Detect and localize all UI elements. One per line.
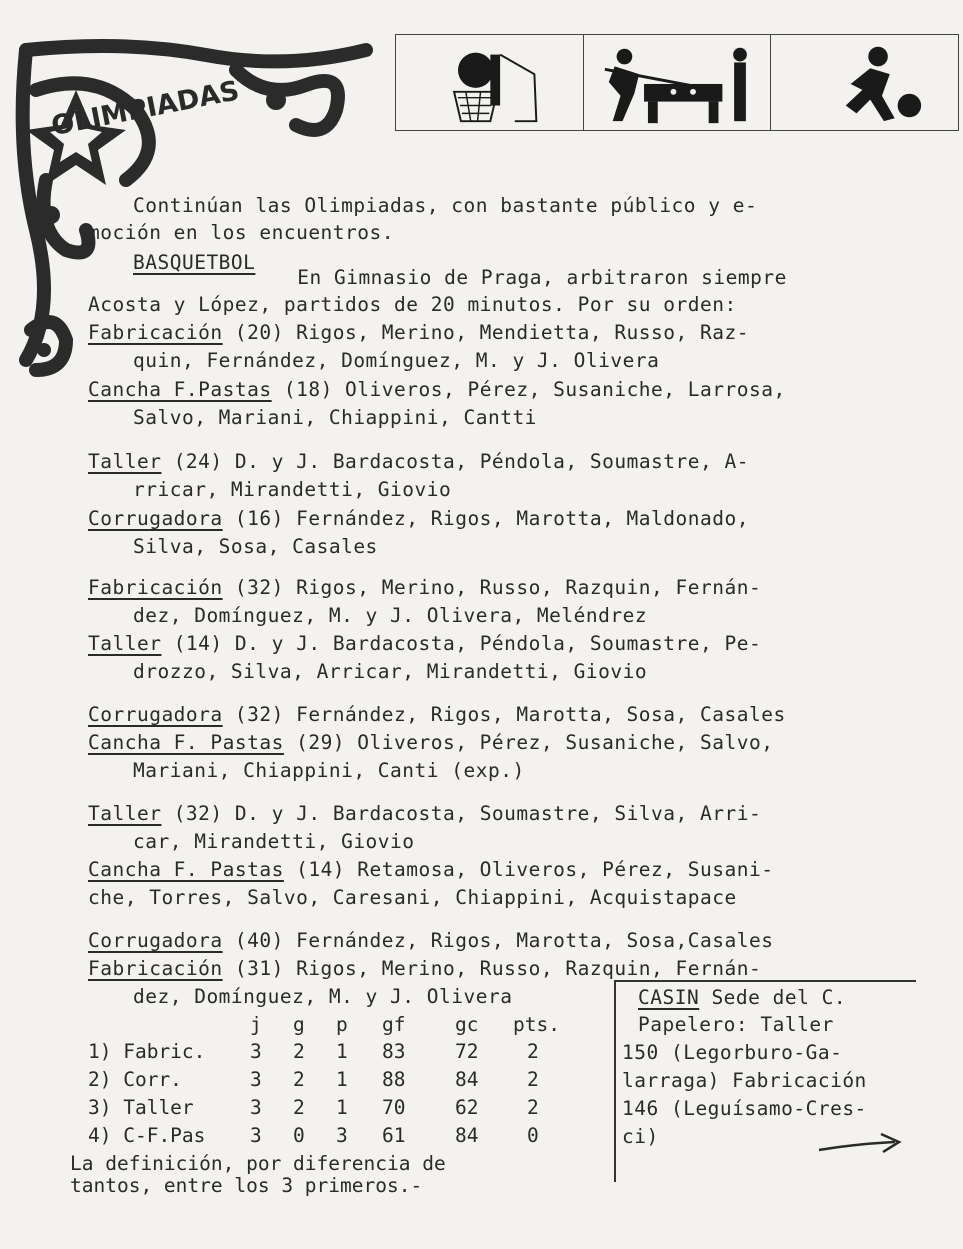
intro-line-2: moción en los encuentros. <box>88 221 394 244</box>
match-details: (16) Fernández, Rigos, Marotta, Maldonado, <box>222 507 749 530</box>
cell-j: 3 <box>250 1068 262 1091</box>
match-cont: rricar, Mirandetti, Giovio <box>133 478 452 501</box>
match-line <box>88 450 749 474</box>
section-line <box>133 251 255 275</box>
cell-pts: 2 <box>527 1068 539 1091</box>
cell-gf: 70 <box>382 1096 406 1119</box>
match-details: (24) D. y J. Bardacosta, Péndola, Soumastre, A- <box>161 450 749 473</box>
row-position: 1) Fabric. <box>88 1040 206 1063</box>
cell-j: 3 <box>250 1040 262 1063</box>
cell-gc: 72 <box>455 1040 479 1063</box>
casin-line-3: 150 (Legorburo-Ga- <box>622 1041 843 1064</box>
cell-gc: 84 <box>455 1068 479 1091</box>
match-cont: dez, Domínguez, M. y J. Olivera, Meléndrez <box>133 604 648 627</box>
match-team: Cancha F. Pastas <box>88 731 284 754</box>
cell-pts: 0 <box>527 1124 539 1147</box>
match-line <box>88 703 786 727</box>
billiards-cell <box>584 35 772 130</box>
standings-note-2: tantos, entre los 3 primeros.- <box>70 1174 423 1197</box>
sports-icons-box <box>395 34 959 131</box>
col-header: gc <box>455 1013 479 1036</box>
section-title: BASQUETBOL <box>133 251 256 274</box>
basketball-cell <box>396 35 584 130</box>
cell-g: 2 <box>293 1096 305 1119</box>
match-team: Corrugadora <box>88 929 223 952</box>
basketball-hoop-icon <box>396 35 583 130</box>
cell-p: 1 <box>336 1096 348 1119</box>
match-cont: Salvo, Mariani, Chiappini, Cantti <box>133 406 537 429</box>
match-line <box>88 858 773 882</box>
cell-gf: 88 <box>382 1068 406 1091</box>
standings-note-1: La definición, por diferencia de <box>70 1152 446 1175</box>
match-line <box>88 321 749 345</box>
cell-p: 1 <box>336 1068 348 1091</box>
match-details: (32) D. y J. Bardacosta, Soumastre, Silva, Arri- <box>161 802 762 825</box>
match-cont: drozzo, Silva, Arricar, Mirandetti, Giovio <box>133 660 648 683</box>
casin-text: Sede del C. <box>699 986 847 1009</box>
row-position: 2) Corr. <box>88 1068 182 1091</box>
casin-line-1 <box>638 986 846 1010</box>
match-team: Taller <box>88 632 162 655</box>
match-cont: Silva, Sosa, Casales <box>133 535 378 558</box>
col-header: pts. <box>513 1013 560 1036</box>
match-team: Fabricación <box>88 957 223 980</box>
match-cont: Mariani, Chiappini, Canti (exp.) <box>133 759 525 782</box>
casin-title: CASIN <box>638 986 700 1009</box>
match-cont: quin, Fernández, Domínguez, M. y J. Olivera <box>133 349 660 372</box>
match-line <box>88 632 761 656</box>
cell-g: 2 <box>293 1040 305 1063</box>
match-details: (40) Fernández, Rigos, Marotta, Sosa,Casales <box>222 929 774 952</box>
match-details: (14) D. y J. Bardacosta, Péndola, Soumastre, Pe- <box>161 632 762 655</box>
match-line <box>88 507 749 531</box>
casin-line-5: 146 (Leguísamo-Cres- <box>622 1097 867 1120</box>
match-team: Cancha F. Pastas <box>88 858 284 881</box>
billiards-icon <box>584 35 771 130</box>
match-team: Corrugadora <box>88 507 223 530</box>
match-line <box>88 576 761 600</box>
match-details: (20) Rigos, Merino, Mendietta, Russo, Raz- <box>222 321 749 344</box>
match-team: Cancha F.Pastas <box>88 378 272 401</box>
row-position: 4) C-F.Pas <box>88 1124 206 1147</box>
cell-g: 0 <box>293 1124 305 1147</box>
cell-pts: 2 <box>527 1040 539 1063</box>
match-line <box>88 929 773 953</box>
match-team: Taller <box>88 802 162 825</box>
match-details: (32) Rigos, Merino, Russo, Razquin, Fernán- <box>222 576 762 599</box>
match-team: Corrugadora <box>88 703 223 726</box>
cell-p: 1 <box>336 1040 348 1063</box>
match-team: Fabricación <box>88 321 223 344</box>
match-line <box>88 731 773 755</box>
cell-gc: 84 <box>455 1124 479 1147</box>
match-line <box>88 378 786 402</box>
row-position: 3) Taller <box>88 1096 194 1119</box>
match-team: Fabricación <box>88 576 223 599</box>
cell-gf: 83 <box>382 1040 406 1063</box>
match-line <box>88 802 761 826</box>
col-header: j <box>250 1013 262 1036</box>
match-cont: dez, Domínguez, M. y J. Olivera <box>133 985 513 1008</box>
casin-line-2: Papelero: Taller <box>638 1013 834 1036</box>
col-header: p <box>336 1013 348 1036</box>
cell-p: 3 <box>336 1124 348 1147</box>
section-lead: En Gimnasio de Praga, arbitraron siempre <box>285 266 787 289</box>
col-header: g <box>293 1013 305 1036</box>
match-details: (18) Oliveros, Pérez, Susaniche, Larrosa, <box>271 378 786 401</box>
match-details: (32) Fernández, Rigos, Marotta, Sosa, Casales <box>222 703 786 726</box>
bowling-icon <box>771 35 958 130</box>
bowling-cell <box>771 35 958 130</box>
match-line <box>88 957 761 981</box>
lead-line-2: Acosta y López, partidos de 20 minutos. Por su orden: <box>88 293 737 316</box>
arrow-right-icon <box>815 1132 905 1156</box>
match-cont: car, Mirandetti, Giovio <box>133 830 415 853</box>
cell-gc: 62 <box>455 1096 479 1119</box>
cell-j: 3 <box>250 1124 262 1147</box>
cell-j: 3 <box>250 1096 262 1119</box>
match-team: Taller <box>88 450 162 473</box>
cell-pts: 2 <box>527 1096 539 1119</box>
match-cont: che, Torres, Salvo, Caresani, Chiappini, Acquistapace <box>88 886 737 909</box>
page-title: OLIMPIADAS <box>48 75 242 143</box>
casin-line-4: larraga) Fabricación <box>622 1069 867 1092</box>
match-details: (29) Oliveros, Pérez, Susaniche, Salvo, <box>283 731 774 754</box>
cell-g: 2 <box>293 1068 305 1091</box>
match-details: (14) Retamosa, Oliveros, Pérez, Susani- <box>283 858 774 881</box>
col-header: gf <box>382 1013 406 1036</box>
intro-line-1: Continúan las Olimpiadas, con bastante público y e- <box>133 194 758 217</box>
match-details: (31) Rigos, Merino, Russo, Razquin, Fernán- <box>222 957 762 980</box>
casin-line-6: ci) <box>622 1125 659 1148</box>
cell-gf: 61 <box>382 1124 406 1147</box>
